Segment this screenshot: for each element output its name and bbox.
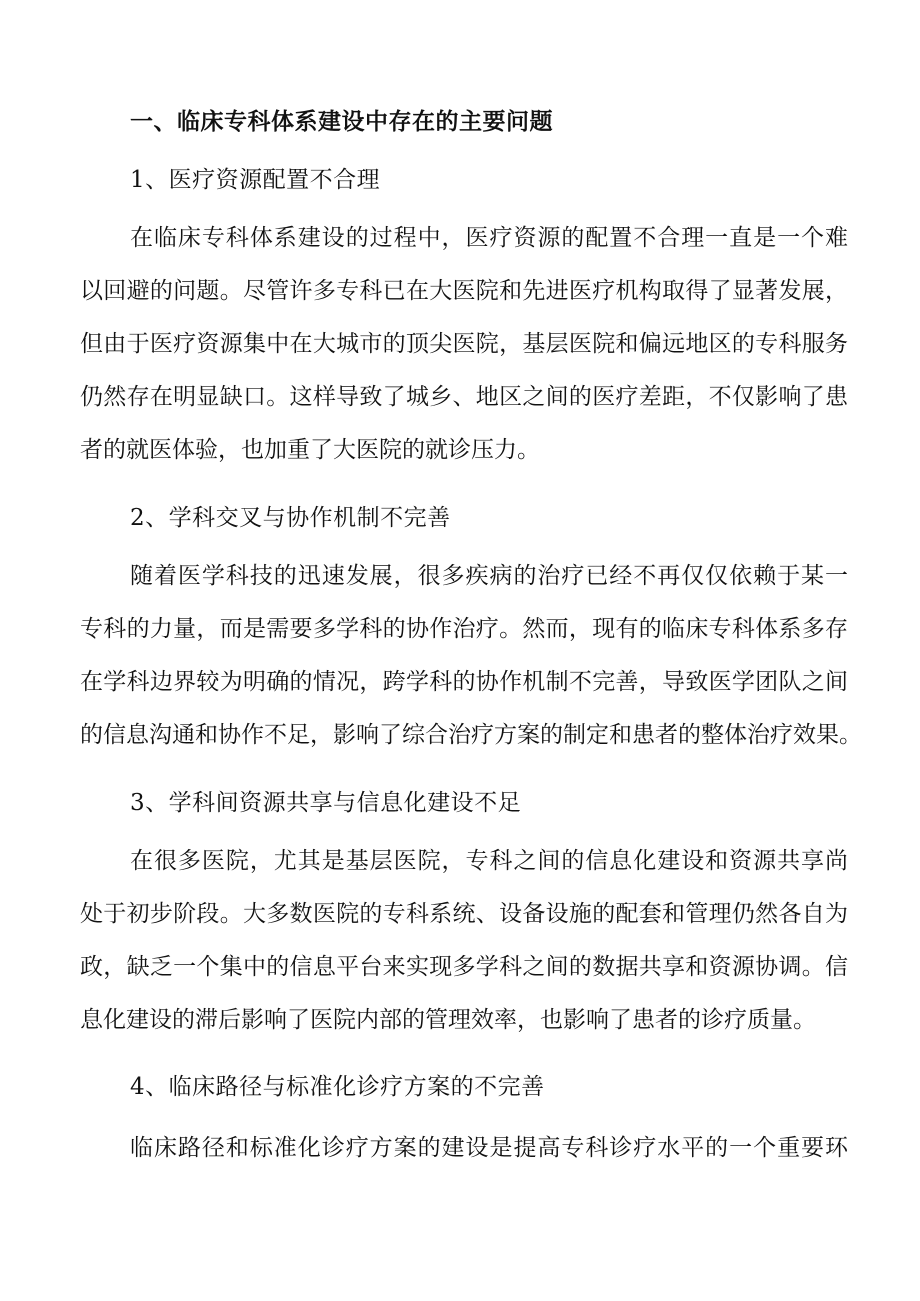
paragraph-line: 的信息沟通和协作不足，影响了综合治疗方案的制定和患者的整体治疗效果。 [80, 722, 862, 748]
paragraph-line: 仍然存在明显缺口。这样导致了城乡、地区之间的医疗差距，不仅影响了患 [80, 384, 848, 410]
paragraph-line: 在很多医院，尤其是基层医院，专科之间的信息化建设和资源共享尚 [130, 848, 848, 874]
subsection-title-2: 2、学科交叉与协作机制不完善 [130, 505, 451, 531]
paragraph-line: 者的就医体验，也加重了大医院的就诊压力。 [80, 437, 540, 463]
paragraph-line: 政，缺乏一个集中的信息平台来实现多学科之间的数据共享和资源协调。信 [80, 954, 848, 980]
paragraph-line: 处于初步阶段。大多数医院的专科系统、设备设施的配套和管理仍然各自为 [80, 901, 848, 927]
subsection-title-1: 1、医疗资源配置不合理 [130, 167, 381, 193]
paragraph-line: 息化建设的滞后影响了医院内部的管理效率，也影响了患者的诊疗质量。 [80, 1007, 816, 1033]
paragraph-line: 在学科边界较为明确的情况，跨学科的协作机制不完善，导致医学团队之间 [80, 669, 848, 695]
paragraph-3 [80, 835, 848, 1047]
paragraph-4 [80, 1122, 848, 1175]
section-heading: 一、临床专科体系建设中存在的主要问题 [130, 108, 553, 135]
paragraph-line: 专科的力量，而是需要多学科的协作治疗。然而，现有的临床专科体系多存 [80, 616, 848, 642]
paragraph-1 [80, 212, 848, 477]
paragraph-line: 以回避的问题。尽管许多专科已在大医院和先进医疗机构取得了显著发展， [80, 278, 848, 304]
paragraph-line: 随着医学科技的迅速发展，很多疾病的治疗已经不再仅仅依赖于某一 [130, 563, 848, 589]
subsection-title-3: 3、学科间资源共享与信息化建设不足 [130, 790, 522, 816]
paragraph-line: 临床路径和标准化诊疗方案的建设是提高专科诊疗水平的一个重要环 [130, 1135, 848, 1161]
paragraph-line: 但由于医疗资源集中在大城市的顶尖医院，基层医院和偏远地区的专科服务 [80, 331, 848, 357]
subsection-title-4: 4、临床路径与标准化诊疗方案的不完善 [130, 1074, 545, 1100]
paragraph-2 [80, 550, 862, 762]
paragraph-line: 在临床专科体系建设的过程中，医疗资源的配置不合理一直是一个难 [130, 225, 848, 251]
